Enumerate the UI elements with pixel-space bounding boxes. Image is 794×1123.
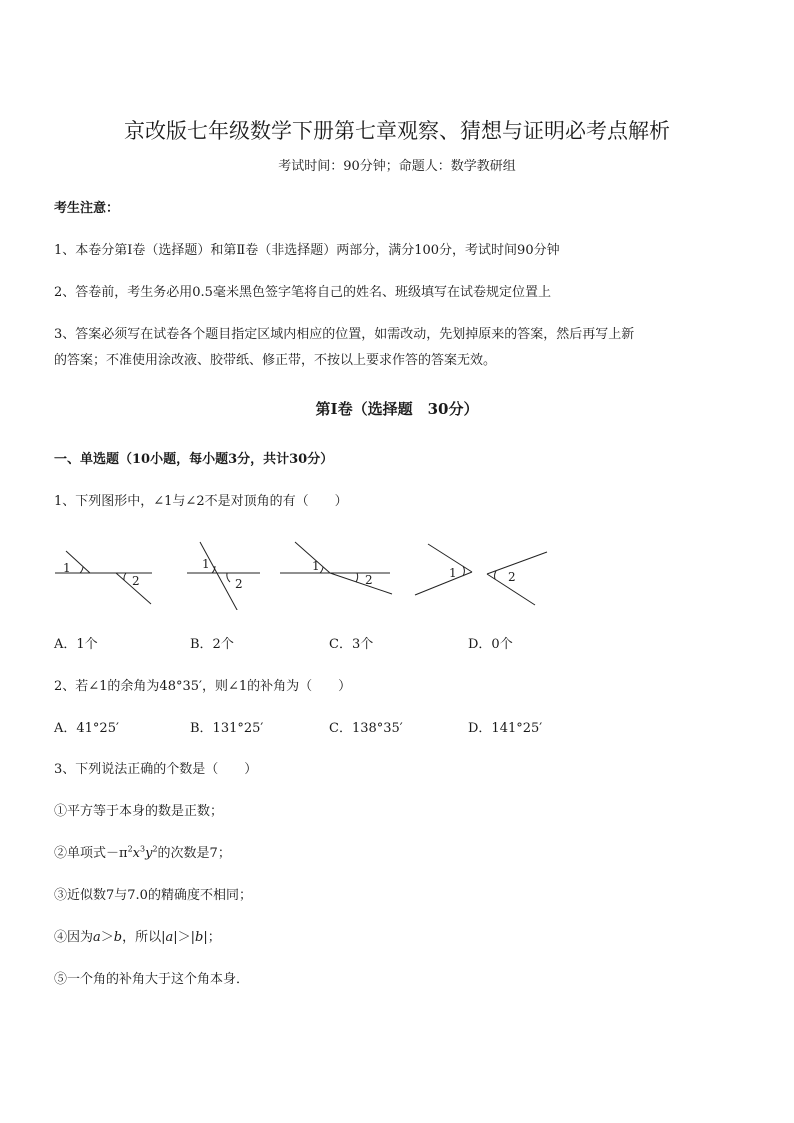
- q3-s4-mid: ，所以|: [122, 930, 166, 945]
- notice-2: 2、答卷前，考生务必用0.5毫米黑色签字笔将自己的姓名、班级填写在试卷规定位置上: [54, 285, 551, 300]
- q3-s4-a2: a: [165, 930, 174, 945]
- fig3-angle2-arc: [356, 573, 358, 582]
- q3-s4-a: a: [93, 930, 101, 945]
- q2-option-a: A．41°25′: [54, 721, 119, 736]
- q1-option-d: D．0个: [468, 637, 513, 652]
- fig1-label-2: 2: [132, 574, 140, 588]
- fig3-label-1: 1: [312, 559, 320, 573]
- fig4-angle1-arc: [463, 566, 464, 576]
- q3-s2-y: y: [145, 846, 153, 861]
- fig1-angle1-arc: [80, 567, 83, 573]
- q3-s2-pi: π: [119, 846, 128, 861]
- q3-s4-suffix: |；: [203, 930, 221, 945]
- q1-option-b: B．2个: [190, 637, 234, 652]
- fig3-angle1-arc: [320, 567, 323, 573]
- q3-stem: 3、下列说法正确的个数是（ ）: [54, 762, 258, 777]
- fig3-lower-ray: [330, 573, 392, 594]
- q2-stem: 2、若∠1的余角为48°35′，则∠1的补角为（ ）: [54, 679, 352, 694]
- q3-s4-gt: ＞: [100, 930, 114, 945]
- q3-statement-3: ③近似数7与7.0的精确度不相同；: [54, 888, 252, 903]
- q1-option-c: C．3个: [329, 637, 374, 652]
- fig4-angle2-arc: [495, 571, 496, 579]
- page-title: 京改版七年级数学下册第七章观察、猜想与证明必考点解析: [124, 119, 670, 143]
- fig2-label-1: 1: [202, 557, 210, 571]
- q3-s4-prefix: ④因为: [54, 930, 94, 945]
- q3-s2-exp1: 2: [127, 844, 133, 854]
- q3-s4-mid2: |＞|: [173, 930, 196, 945]
- q3-s2-exp3: 2: [152, 844, 158, 854]
- fig2-angle2-arc: [227, 573, 230, 582]
- q1-option-a: A．1个: [54, 637, 98, 652]
- section1-heading: 一、单选题（10小题，每小题3分，共计30分）: [54, 452, 334, 467]
- fig2-label-2: 2: [235, 577, 243, 591]
- q3-s4-b: b: [113, 930, 123, 945]
- notice-heading: 考生注意：: [54, 201, 120, 216]
- q3-s4-b2: b: [195, 930, 204, 945]
- fig4-label-2: 2: [508, 570, 516, 584]
- q3-s2-exp2: 3: [140, 844, 146, 854]
- q1-angle-diagrams: [40, 530, 560, 610]
- notice-1: 1、本卷分第Ⅰ卷（选择题）和第Ⅱ卷（非选择题）两部分，满分100分，考试时间90分钟: [54, 243, 560, 258]
- q3-statement-4: [54, 931, 221, 944]
- notice-3: 3、答案必须写在试卷各个题目指定区域内相应的位置，如需改动，先划掉原来的答案，然后再写上新: [54, 327, 635, 342]
- part1-heading: 第Ⅰ卷（选择题 30分）: [315, 400, 479, 418]
- q1-stem: 1、下列图形中，∠1与∠2不是对顶角的有（ ）: [54, 494, 348, 509]
- fig3-label-2: 2: [365, 573, 373, 587]
- q3-statement-5: ⑤一个角的补角大于这个角本身．: [54, 972, 250, 987]
- q3-s2-x: x: [132, 846, 140, 861]
- q3-s2-suffix: 的次数是7；: [157, 846, 231, 861]
- fig1-angle2-arc: [124, 573, 126, 580]
- exam-subtitle: 考试时间：90分钟；命题人：数学教研组: [278, 159, 516, 174]
- q2-option-d: D．141°25′: [468, 721, 543, 736]
- fig4b-upper-ray: [487, 552, 547, 574]
- fig1-label-1: 1: [63, 561, 71, 575]
- q2-option-c: C．138°35′: [329, 721, 403, 736]
- fig4-label-1: 1: [449, 566, 457, 580]
- q3-statement-1: ①平方等于本身的数是正数；: [54, 804, 224, 819]
- q2-option-b: B．131°25′: [190, 721, 264, 736]
- q3-statement-2: [54, 844, 231, 861]
- notice-3-cont: 的答案；不准使用涂改液、胶带纸、修正带，不按以上要求作答的答案无效。: [54, 353, 497, 368]
- fig2-cross-line: [200, 542, 248, 610]
- q3-s2-prefix: ②单项式－: [54, 846, 120, 861]
